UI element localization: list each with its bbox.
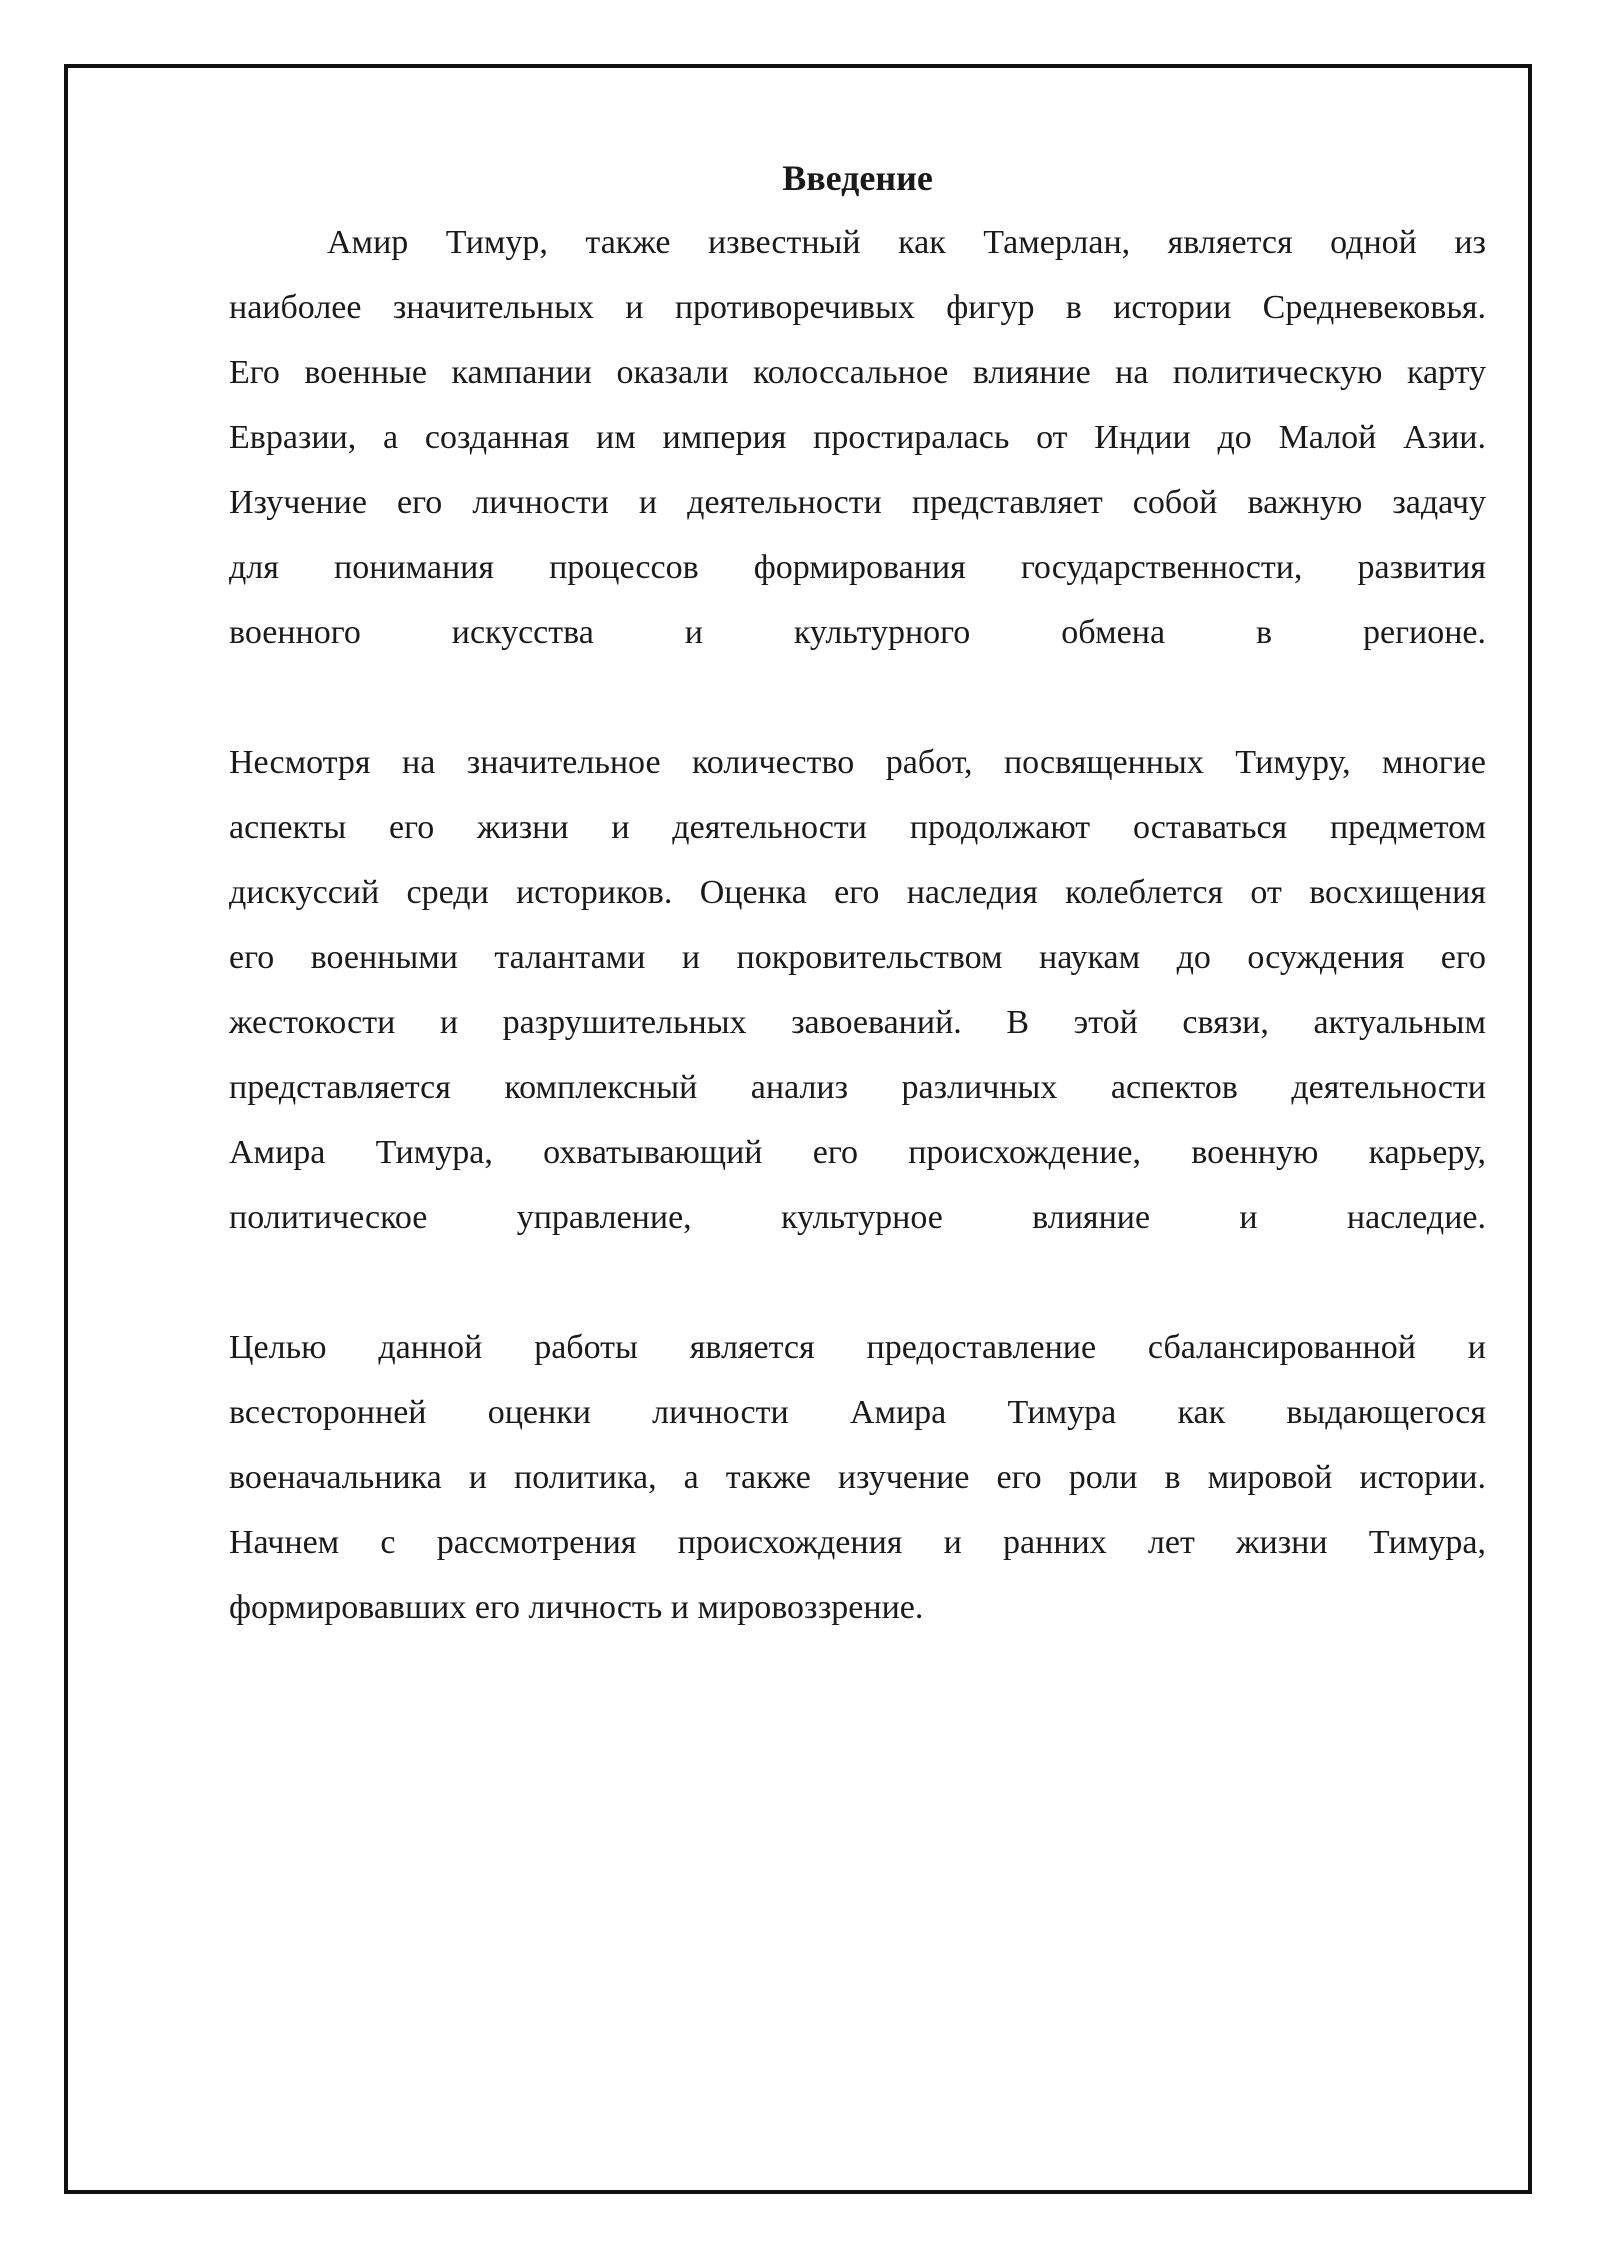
text-line: Целью данной работы является предоставление сбалансированной и <box>229 1329 1486 1366</box>
text-line: формировавших его личность и мировоззрение. <box>229 1589 924 1626</box>
paragraph-gap <box>229 1250 1486 1315</box>
text-line: Изучение его личности и деятельности представляет собой важную задачу <box>229 484 1486 521</box>
paragraph-1 <box>229 210 1486 665</box>
text-line: Амира Тимура, охватывающий его происхождение, военную карьеру, <box>229 1134 1486 1171</box>
text-line: наиболее значительных и противоречивых фигур в истории Средневековья. <box>229 289 1486 326</box>
paragraph-gap <box>229 665 1486 730</box>
text-line: Несмотря на значительное количество работ, посвященных Тимуру, многие <box>229 744 1486 781</box>
paragraph-2 <box>229 730 1486 1250</box>
text-line: жестокости и разрушительных завоеваний. В этой связи, актуальным <box>229 1004 1486 1041</box>
paragraph-3 <box>229 1315 1486 1640</box>
text-line: Амир Тимур, также известный как Тамерлан, является одной из <box>327 224 1486 261</box>
text-line: Его военные кампании оказали колоссальное влияние на политическую карту <box>229 354 1486 391</box>
text-line: Начнем с рассмотрения происхождения и ранних лет жизни Тимура, <box>229 1524 1486 1561</box>
text-line: дискуссий среди историков. Оценка его наследия колеблется от восхищения <box>229 874 1486 911</box>
text-line: его военными талантами и покровительством наукам до осуждения его <box>229 939 1486 976</box>
text-line: военного искусства и культурного обмена в регионе. <box>229 614 1486 651</box>
text-line: всесторонней оценки личности Амира Тимура как выдающегося <box>229 1394 1486 1431</box>
text-line: военачальника и политика, а также изучение его роли в мировой истории. <box>229 1459 1486 1496</box>
text-line: Евразии, а созданная им империя простиралась от Индии до Малой Азии. <box>229 419 1486 456</box>
document-body <box>229 146 1486 1640</box>
text-line: для понимания процессов формирования государственности, развития <box>229 549 1486 586</box>
text-line: политическое управление, культурное влияние и наследие. <box>229 1199 1486 1236</box>
text-line: представляется комплексный анализ различных аспектов деятельности <box>229 1069 1486 1106</box>
document-title: Введение <box>782 158 933 198</box>
text-line: аспекты его жизни и деятельности продолжают оставаться предметом <box>229 809 1486 846</box>
